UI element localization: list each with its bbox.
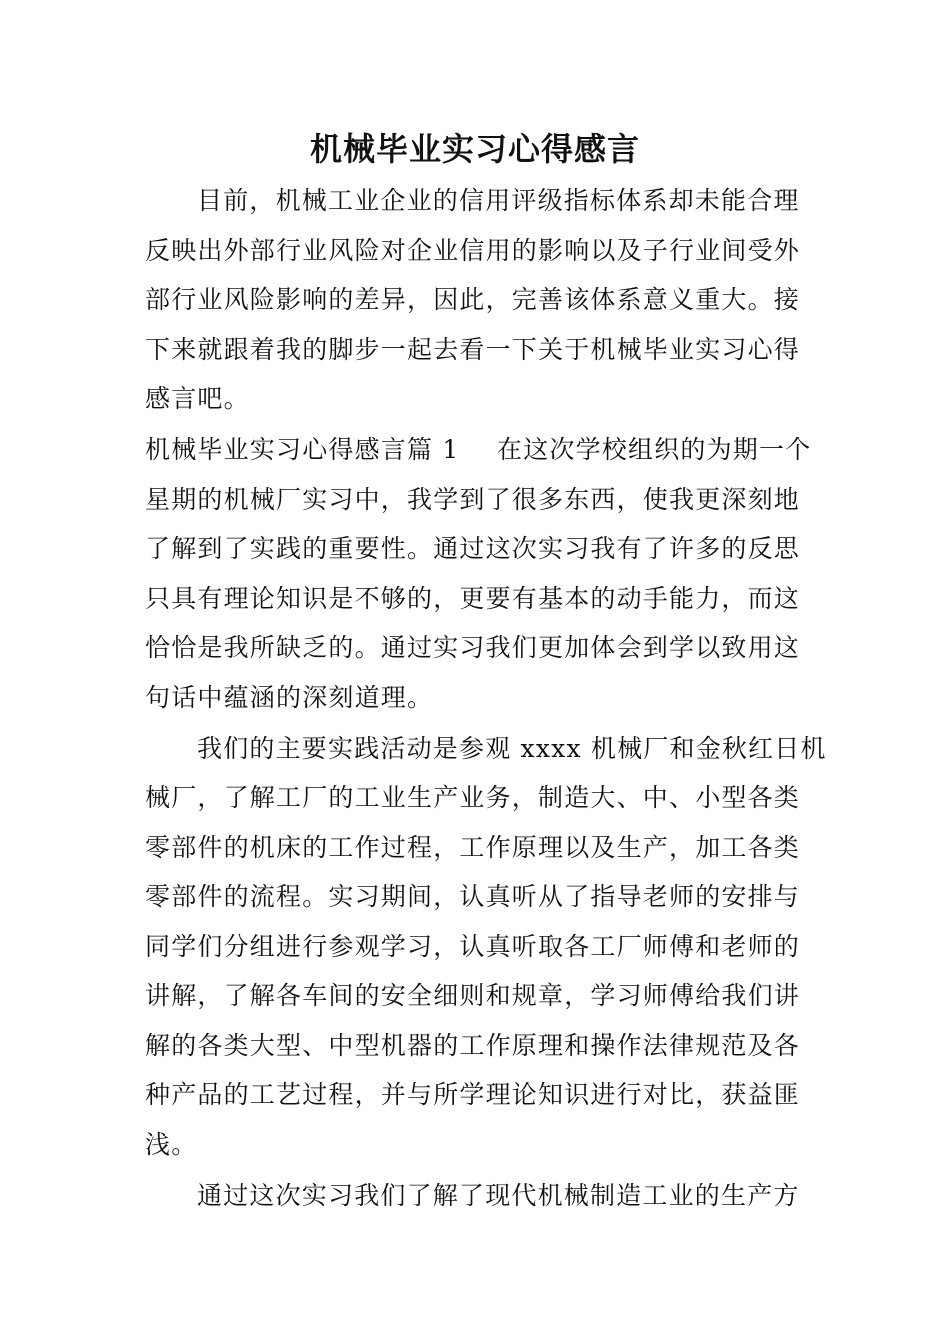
section-heading-line xyxy=(145,425,812,475)
text-line: 句话中蕴涵的深刻道理。 xyxy=(145,682,434,712)
text-line: 我们的主要实践活动是参观 xxxx 机械厂和金秋红日机 xyxy=(197,733,827,763)
text-line: 只具有理论知识是不够的，更要有基本的动手能力，而这 xyxy=(145,583,801,613)
text-line: 同学们分组进行参观学习，认真听取各工厂师傅和老师的 xyxy=(145,931,801,961)
text-line: 浅。 xyxy=(145,1129,198,1159)
text-line: 反映出外部行业风险对企业信用的影响以及子行业间受外 xyxy=(145,235,801,265)
text-line: 感言吧。 xyxy=(145,384,250,413)
text-line: 种产品的工艺过程，并与所学理论知识进行对比，获益匪 xyxy=(145,1080,801,1109)
text-line: 恰恰是我所缺乏的。通过实习我们更加体会到学以致用这 xyxy=(145,633,801,662)
text-line: 星期的机械厂实习中，我学到了很多东西，使我更深刻地 xyxy=(145,484,801,514)
text-line: 讲解，了解各车间的安全细则和规章，学习师傅给我们讲 xyxy=(145,981,801,1010)
text-line: 通过这次实习我们了解了现代机械制造工业的生产方 xyxy=(197,1180,800,1210)
text-line: 下来就跟着我的脚步一起去看一下关于机械毕业实习心得 xyxy=(145,334,801,364)
text-line: 在这次学校组织的为期一个 xyxy=(497,435,812,464)
document-body xyxy=(145,176,827,1220)
text-line: 了解到了实践的重要性。通过这次实习我有了许多的反思 xyxy=(145,534,801,563)
text-line: 解的各类大型、中型机器的工作原理和操作法律规范及各 xyxy=(145,1030,801,1060)
paragraph-2 xyxy=(145,724,827,1170)
text-line: 械厂，了解工厂的工业生产业务，制造大、中、小型各类 xyxy=(145,783,801,812)
paragraph-3 xyxy=(145,1171,807,1221)
text-line: 部行业风险影响的差异，因此，完善该体系意义重大。接 xyxy=(145,285,801,314)
text-line: 零部件的机床的工作过程，工作原理以及生产，加工各类 xyxy=(145,832,801,862)
section-paragraph xyxy=(145,425,812,722)
intro-paragraph xyxy=(145,176,807,424)
text-line: 零部件的流程。实习期间，认真听从了指导老师的安排与 xyxy=(145,882,801,911)
text-line: 目前，机械工业企业的信用评级指标体系却未能合理 xyxy=(197,186,800,215)
section-heading: 机械毕业实习心得感言篇 1 xyxy=(145,435,460,464)
document-title: 机械毕业实习心得感言 xyxy=(309,130,640,168)
